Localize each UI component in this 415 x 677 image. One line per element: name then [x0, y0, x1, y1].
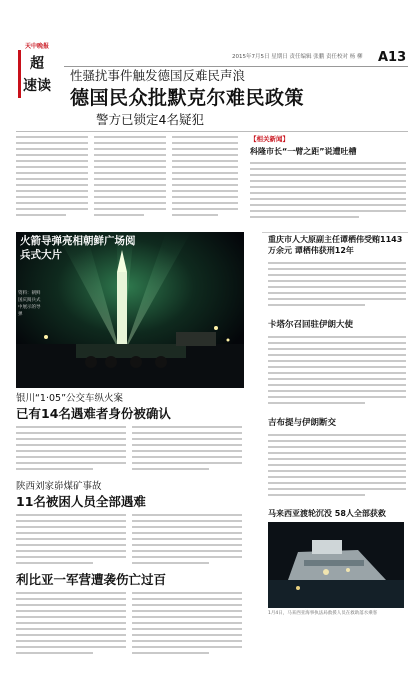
sidebar-title[interactable]: 科隆市长“一臂之距”说遭吐槽 — [250, 147, 357, 156]
lead-body-col3 — [172, 136, 238, 220]
right-story1-title[interactable]: 重庆市人大原副主任谭栖伟受贿1143万余元 谭栖伟获刑12年 — [268, 235, 403, 255]
photo-caption: 资料：朝鲜国庆阅兵式中展示的导弹 — [18, 291, 41, 317]
right-story4-title[interactable]: 马来西亚渡轮沉没 58人全部获救 — [268, 509, 386, 518]
right-story3-body — [268, 434, 406, 500]
story3-body-col2 — [132, 592, 242, 658]
story2-title[interactable]: 11名被困人员全部遇难 — [16, 494, 146, 509]
story1-kicker: 银川“1·05”公交车纵火案 — [16, 393, 123, 404]
right-story2-body — [268, 336, 406, 408]
section-name-line2: 速读 — [23, 78, 51, 94]
section-name-line1: 超 — [30, 56, 44, 72]
story1-title[interactable]: 已有14名遇难者身份被确认 — [16, 406, 171, 421]
lead-body-col1 — [16, 136, 88, 220]
story2-kicker: 陕西刘家峁煤矿事故 — [16, 481, 102, 492]
lead-kicker: 性骚扰事件触发德国反难民声浪 — [70, 68, 246, 83]
news-photo-ferry-rescue[interactable] — [268, 522, 404, 608]
top-divider — [64, 66, 408, 67]
right-column-divider — [262, 232, 408, 233]
story3-body — [16, 592, 126, 658]
lead-subhead: 警方已锁定4名疑犯 — [96, 112, 204, 127]
headline-divider — [16, 131, 408, 132]
issue-line: 2015年7月5日 星期日 责任编辑 张鹏 责任校对 杨 柳 — [232, 54, 363, 60]
story3-title[interactable]: 利比亚一军营遭袭伤亡过百 — [16, 572, 167, 587]
photo2-caption: 1月4日，马来西亚海事执法局救援人员在救助落水乘客 — [268, 611, 378, 616]
story1-body — [16, 426, 126, 474]
lead-headline[interactable]: 德国民众批默克尔难民政策 — [70, 87, 305, 109]
story1-body-col2 — [132, 426, 242, 474]
section-logo — [16, 42, 58, 100]
right-story1-body — [268, 262, 406, 310]
story2-body — [16, 514, 126, 568]
right-story2-title[interactable]: 卡塔尔召回驻伊朗大使 — [268, 320, 354, 330]
right-story3-title[interactable]: 吉布提与伊朗断交 — [268, 418, 337, 428]
sidebar-tag: 【相关新闻】 — [250, 135, 289, 143]
page-number: A13 — [378, 50, 407, 65]
photo2-image — [268, 522, 404, 608]
story2-body-col2 — [132, 514, 242, 568]
sidebar-body — [250, 162, 406, 222]
brand-name: 天中晚报 — [24, 43, 49, 50]
lead-body-col2 — [94, 136, 166, 220]
photo-title: 火箭导弹亮相朝鲜广场阅兵式大片 — [20, 235, 136, 261]
